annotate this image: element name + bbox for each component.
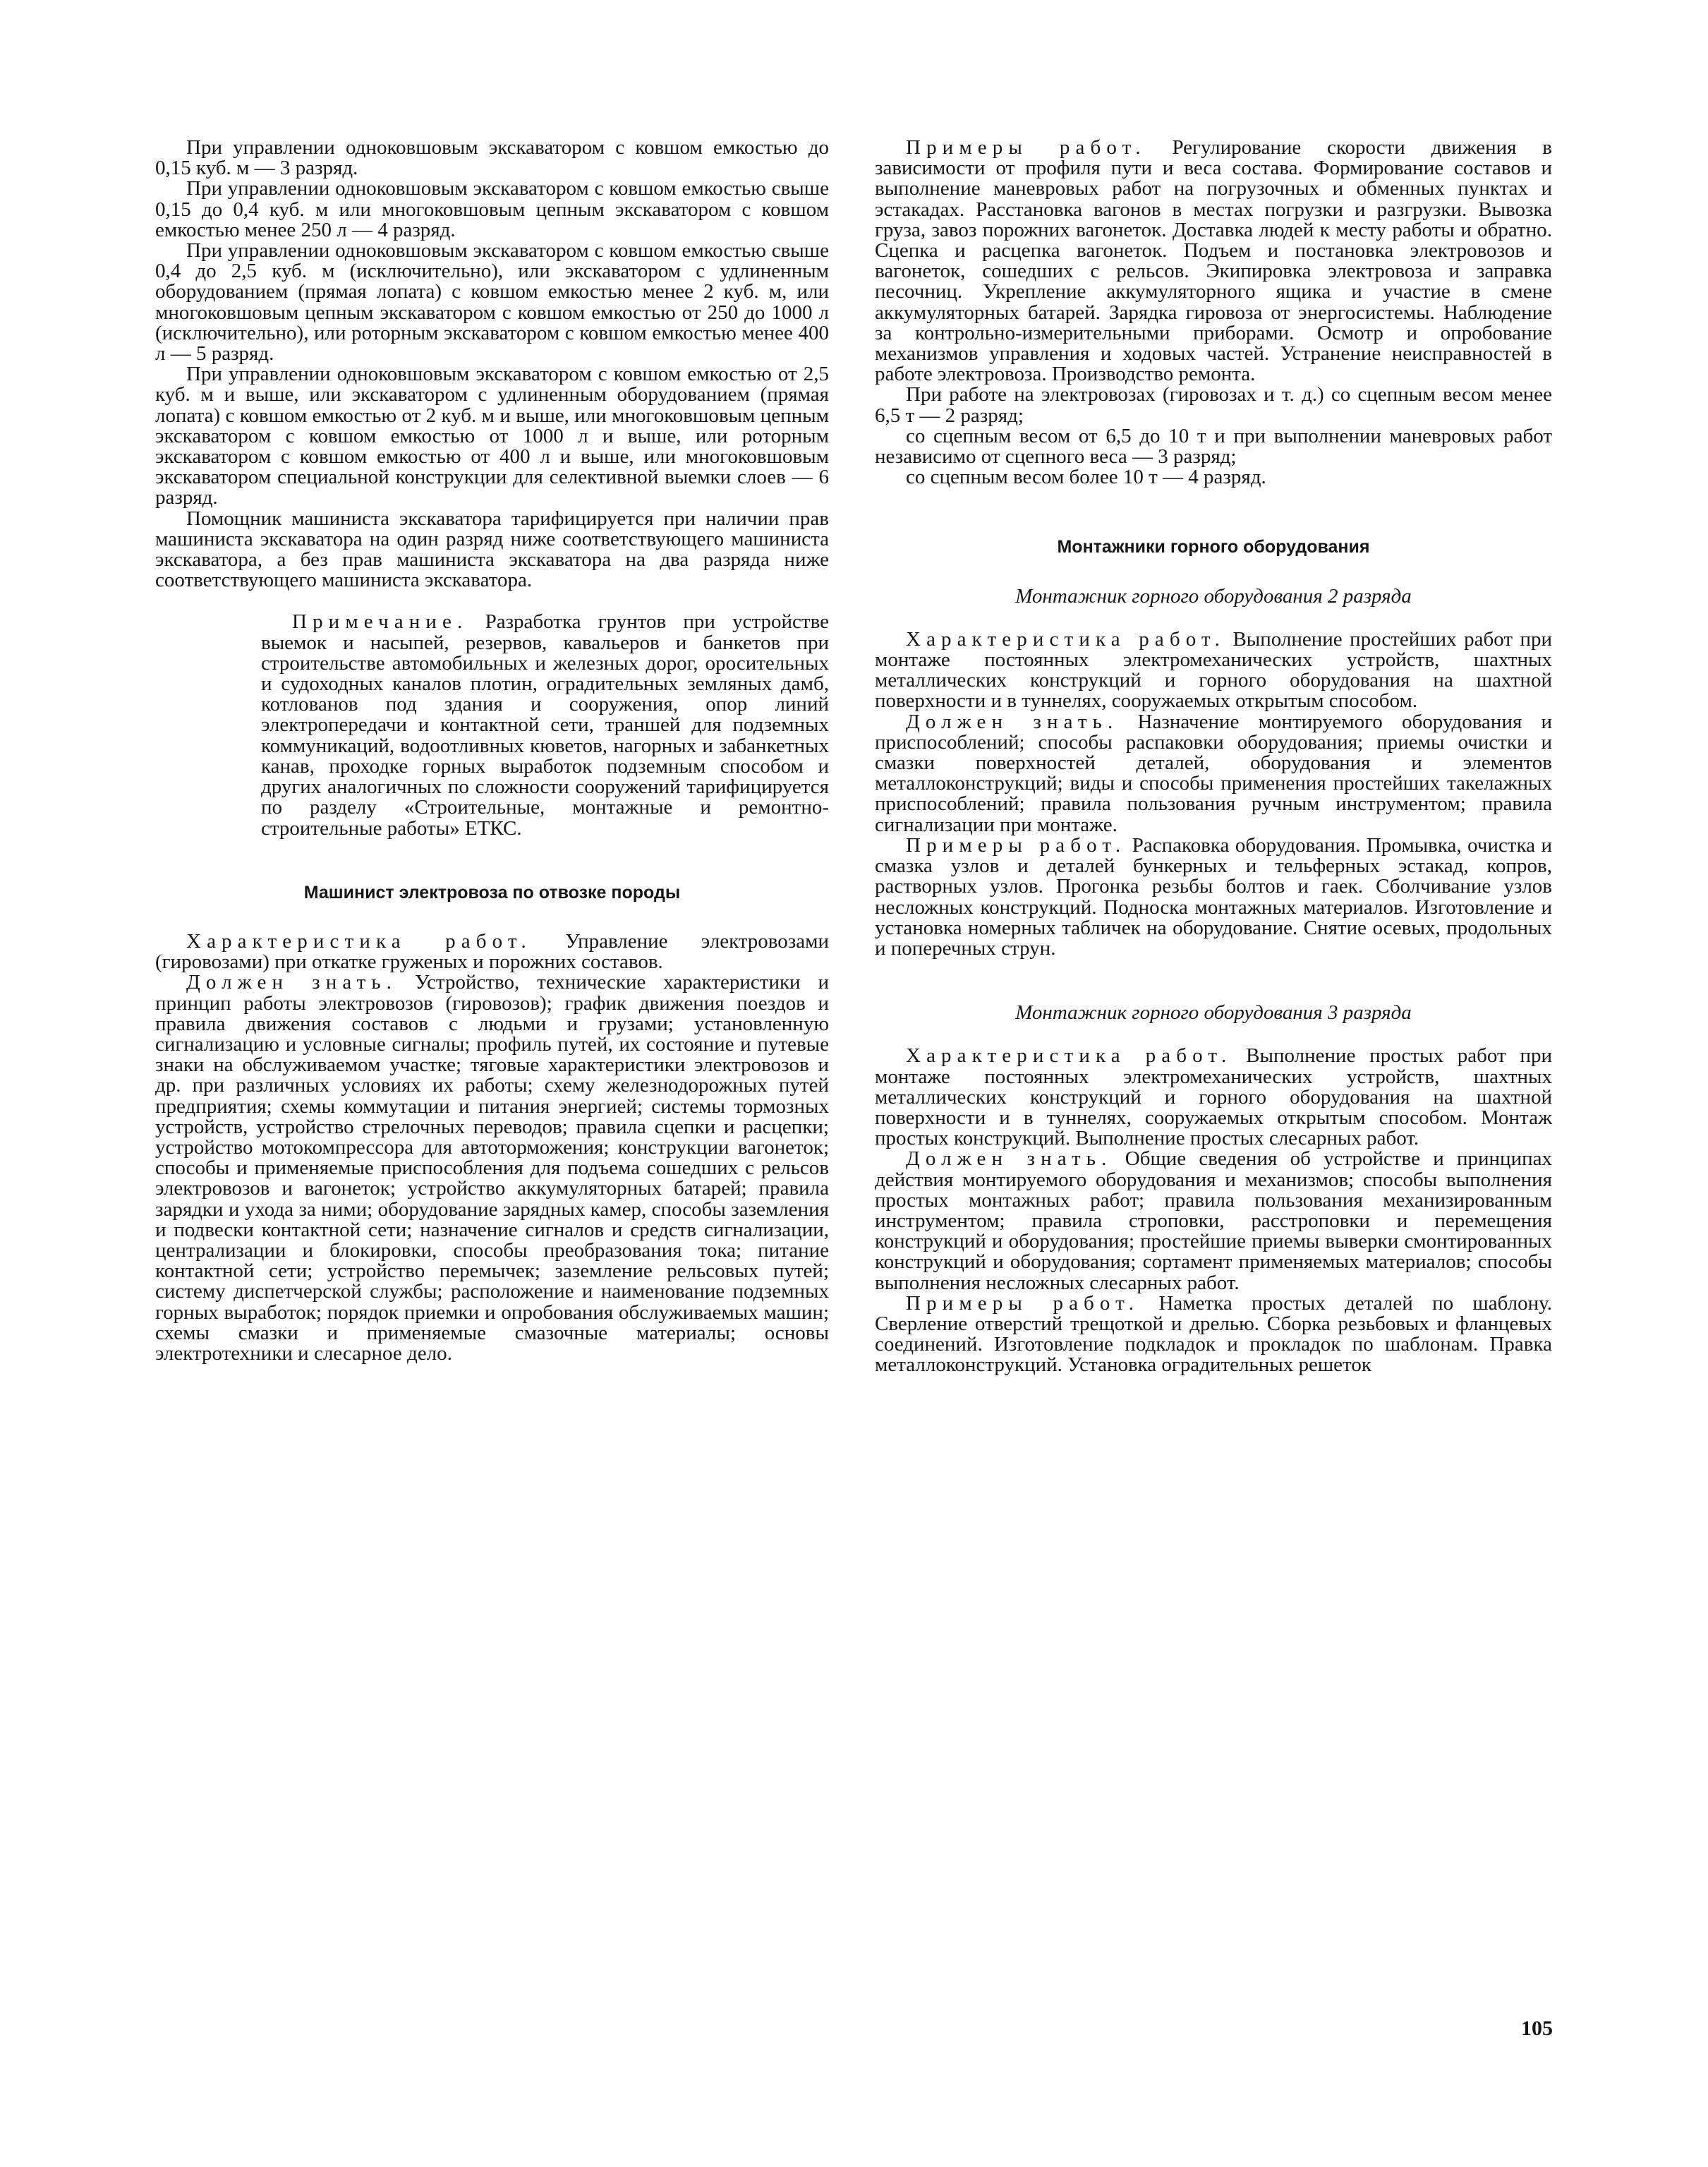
- loco-grade-line-2: со сцепным весом от 6,5 до 10 т и при выполнении маневровых работ независимо от сцепного веса — 3 разряд;: [875, 424, 1552, 469]
- mont3-know-text: Общие сведения об устройстве и принципах действия монтируемого оборудования и механизмов; способы выполнения простых монтажных работ; правила пользования механизированным инструментом; правила строповки, расстроповки и перемещения конструкций и оборудования; простейшие приемы выверки смонтированных конструкций и оборудования; сортамент применяемых материалов; способы выполнения несложных слесарных работ.: [875, 1147, 1552, 1294]
- loco-char-label: Характеристика работ.: [186, 929, 532, 953]
- mont3-examples: [875, 1293, 1552, 1376]
- loco-grade-line-1: При работе на электровозах (гировозах и т. д.) со сцепным весом менее 6,5 т — 2 разряд;: [875, 383, 1552, 427]
- note-label: Примечание.: [292, 610, 468, 634]
- note-paragraph: [261, 612, 829, 838]
- note-text: Разработка грунтов при устройстве выемок и насыпей, резервов, кавальеров и банкетов при строительстве автомобильных и железных дорог, оросительных и судоходных каналов плотин, оградительных земляных дамб, котлованов под здания и сооружения, опор линий электропередачи и контактной сети, траншей для подземных коммуникаций, водоотливных кюветов, нагорных и забанкетных канав, проходке горных выработок подземным способом и других аналогичных по сложности сооружений тарифицируется по разделу «Строительные, монтажные и ремонтно-строительные работы» ЕТКС.: [261, 610, 829, 840]
- mont3-char-label: Характеристика работ.: [906, 1044, 1232, 1068]
- loco-ex-label: Примеры работ.: [906, 136, 1146, 159]
- mont2-know-label: Должен знать.: [906, 710, 1119, 733]
- subheading-grade-2: Монтажник горного оборудования 2 разряда: [1015, 584, 1412, 608]
- loco-char-text: Управление электровозами (гировозами) при откатке груженых и порожних составов.: [155, 929, 829, 974]
- mont2-know-text: Назначение монтируемого оборудования и приспособлений; способы распаковки оборудования; приемы очистки и смазки поверхностей деталей, оборудования и элементов металлоконструкций; виды и способы применения простейших такелажных приспособлений; правила пользования ручным инструментом; правила сигнализации при монтаже.: [875, 710, 1552, 836]
- section-heading-mounters: Монтажники горного оборудования: [1057, 537, 1370, 557]
- loco-grade-line-3: со сцепным весом более 10 т — 4 разряд.: [906, 466, 1266, 489]
- excavator-grade-6: При управлении одноковшовым экскаватором с ковшом емкостью от 2,5 куб. м и выше, или экскаватором с удлиненным оборудованием (прямая лопата) с ковшом емкостью от 2 куб. м и выше, или многоковшовым цепным экскаватором с ковшом емкостью от 1000 л и выше, или роторным экскаватором с ковшом емкостью от 400 л и выше, или многоковшовым экскаватором специальной конструкции для селективной выемки слоев — 6 разряд.: [155, 363, 829, 509]
- page-number: 105: [1521, 2017, 1553, 2040]
- mont3-ex-text: Наметка простых деталей по шаблону. Сверление отверстий трещоткой и дрелью. Сборка резьбовых и фланцевых соединений. Изготовление подкладок и прокладок по шаблонам. Правка металлоконструкций. Установка оградительных решеток: [875, 1291, 1552, 1377]
- excavator-grade-3: При управлении одноковшовым экскаватором с ковшом емкостью до 0,15 куб. м — 3 разряд.: [155, 136, 829, 180]
- mont2-must-know: [875, 712, 1552, 835]
- subheading-grade-3: Монтажник горного оборудования 3 разряда: [1015, 1001, 1412, 1025]
- mont2-characteristics: [875, 629, 1552, 712]
- mont2-ex-text: Распаковка оборудования. Промывка, очистка и смазка узлов и деталей бункерных и тельферных эстакад, копров, растворных узлов. Прогонка резьбы болтов и гаек. Сболчивание узлов несложных конструкций. Подноска монтажных материалов. Изготовление и установка номерных табличек на оборудование. Снятие осевых, продольных и поперечных струн.: [875, 833, 1552, 960]
- excavator-grade-4: При управлении одноковшовым экскаватором с ковшом емкостью свыше 0,15 до 0,4 куб. м или многоковшовым цепным экскаватором с ковшом емкостью менее 250 л — 4 разряд.: [155, 177, 829, 241]
- section-heading-locomotive: Машинист электровоза по отвозке породы: [303, 882, 681, 903]
- mont2-ex-label: Примеры работ.: [906, 833, 1127, 857]
- loco-examples: [875, 138, 1552, 385]
- mont3-must-know: [875, 1149, 1552, 1293]
- loco-characteristics: [155, 931, 829, 972]
- mont2-examples: [875, 835, 1552, 959]
- assistant-paragraph: Помощник машиниста экскаватора тарифицируется при наличии прав машиниста экскаватора на один разряд ниже соответствующего машиниста экскаватора, а без прав машиниста экскаватора на два разряда ниже соответствующего машиниста экскаватора.: [155, 507, 829, 592]
- loco-know-text: Устройство, технические характеристики и принцип работы электровозов (гировозов); график движения поездов и правила движения составов с людьми и грузами; установленную сигнализацию и условные сигналы; профиль путей, их состояние и путевые знаки на обслуживаемом участке; тяговые характеристики электровозов и др. при различных условиях их работы; схему железнодорожных путей предприятия; схемы коммутации и питания энергией; системы тормозных устройств, устройство стрелочных переводов; правила сцепки и расцепки; устройство мотокомпрессора для автоторможения; конструкции вагонеток; способы и применяемые приспособления для подъема сошедших с рельсов электровозов и вагонеток; устройство аккумуляторных батарей; правила зарядки и ухода за ними; оборудование зарядных камер, способы заземления и подвески контактной сети; назначение сигналов и средств сигнализации, централизации и блокировки, способы преобразования тока; питание контактной сети; устройство перемычек; заземление рельсовых путей; систему диспетчерской службы; расположение и наименование подземных горных выработок; порядок приемки и опробования обслуживаемых машин; схемы смазки и применяемые смазочные материалы; основы электротехники и слесарное дело.: [155, 971, 829, 1365]
- right-column: [875, 138, 1552, 1376]
- excavator-grade-5: При управлении одноковшовым экскаватором с ковшом емкостью свыше 0,4 до 2,5 куб. м (исключительно), или экскаватором с удлиненным оборудованием (прямая лопата) с ковшом емкостью менее 2 куб. м, или многоковшовым цепным экскаватором с ковшом емкостью от 250 до 1000 л (исключительно), или роторным экскаватором с ковшом емкостью менее 400 л — 5 разряд.: [155, 239, 829, 366]
- mont3-characteristics: [875, 1046, 1552, 1149]
- loco-know-label: Должен знать.: [186, 971, 398, 994]
- mont2-char-text: Выполнение простейших работ при монтаже постоянных электромеханических устройств, шахтных металлических конструкций и горного оборудования на шахтной поверхности и в туннелях, сооружаемых открытым способом.: [875, 627, 1552, 713]
- mont2-char-label: Характеристика работ.: [906, 627, 1225, 651]
- loco-ex-text: Регулирование скорости движения в зависимости от профиля пути и веса состава. Формирование составов и выполнение маневровых работ на погрузочных и обменных пунктах и эстакадах. Расстановка вагонов в местах погрузки и разгрузки. Вывозка груза, завоз порожних вагонеток. Доставка людей к месту работы и обратно. Сцепка и расцепка вагонеток. Подъем и постановка электровозов и вагонеток, сошедших с рельсов. Экипировка электровоза и заправка песочниц. Укрепление аккумуляторного ящика и участие в смене аккумуляторных батарей. Зарядка гировоза от энергосистемы. Наблюдение за контрольно-измерительными приборами. Осмотр и опробование механизмов управления и ходовых частей. Устранение неисправностей в работе электровоза. Производство ремонта.: [875, 136, 1552, 386]
- loco-must-know: [155, 972, 829, 1364]
- left-column: [155, 138, 829, 1364]
- mont3-char-text: Выполнение простых работ при монтаже постоянных электромеханических устройств, шахтных металлических конструкций и горного оборудования на шахтной поверхности и в туннелях, сооружаемых открытым способом. Монтаж простых конструкций. Выполнение простых слесарных работ.: [875, 1044, 1552, 1150]
- mont3-ex-label: Примеры работ.: [906, 1291, 1140, 1315]
- mont3-know-label: Должен знать.: [906, 1147, 1113, 1171]
